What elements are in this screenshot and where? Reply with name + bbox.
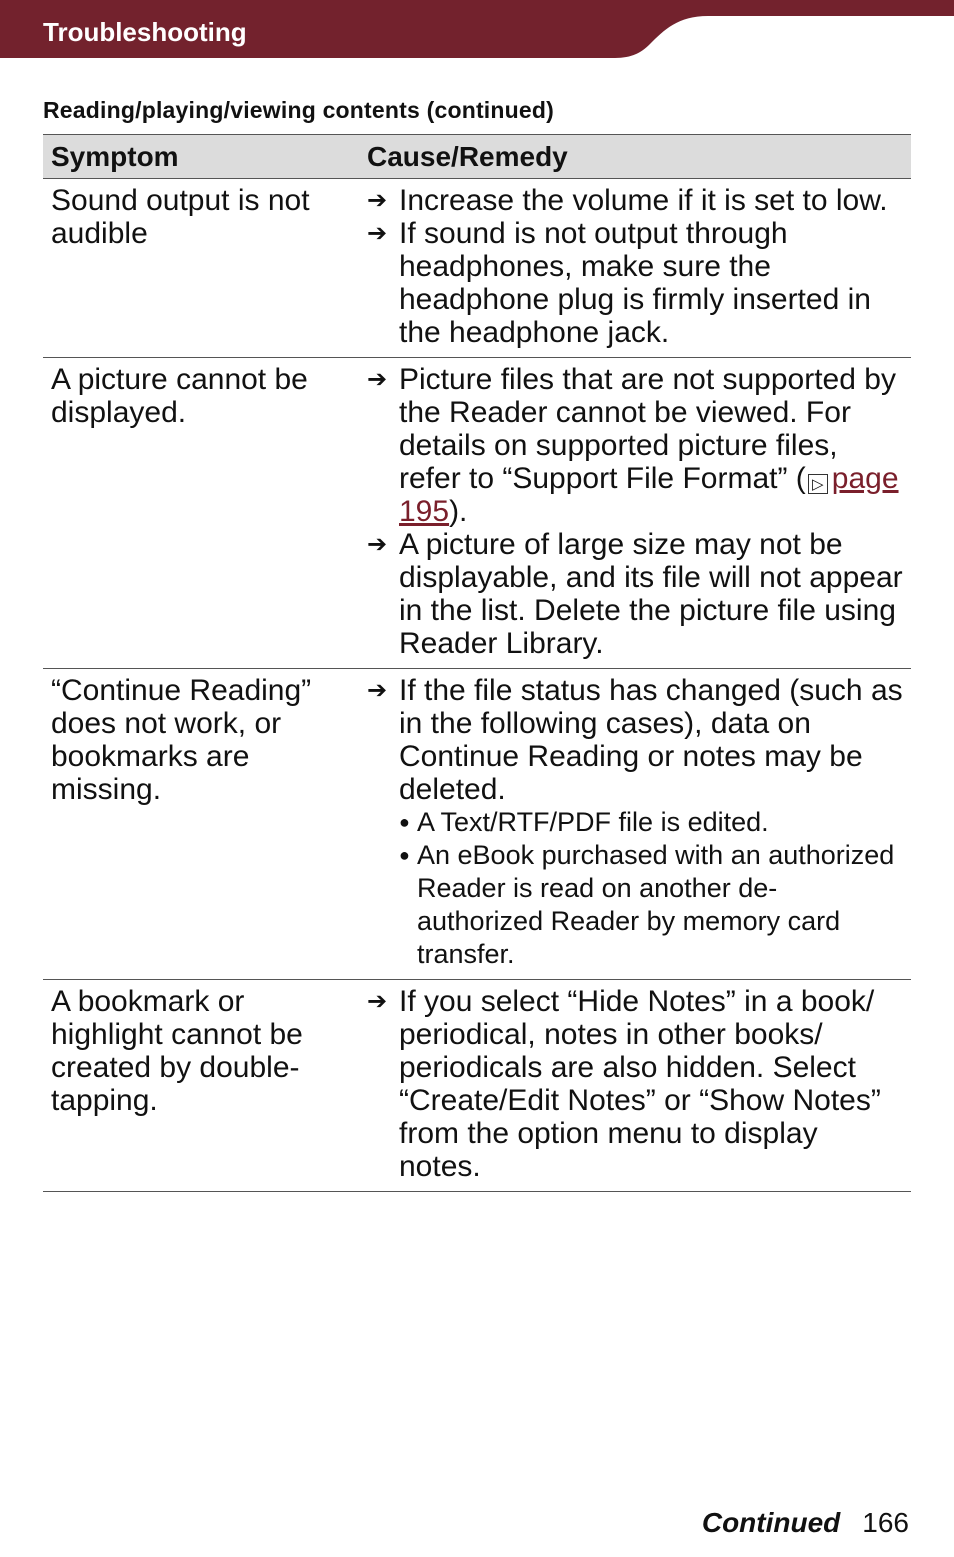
remedy-item <box>367 528 903 660</box>
page-ref-icon: ▷ <box>808 474 828 494</box>
bullet-text: An eBook purchased with an authorized Reader is read on another de-authorized Reader by memory card transfer. <box>417 840 895 969</box>
remedy-cell <box>359 179 911 358</box>
bullet-dot-icon: ● <box>399 812 410 832</box>
remedy-item <box>367 217 903 349</box>
table-row <box>43 358 911 669</box>
remedy-text: Increase the volume if it is set to low. <box>399 184 888 217</box>
remedy-item <box>367 184 903 217</box>
symptom-cell: Sound output is not audible <box>43 179 359 358</box>
remedy-cell <box>359 358 911 669</box>
table-row <box>43 669 911 980</box>
remedy-item <box>367 363 903 528</box>
section-label: Troubleshooting <box>43 17 247 47</box>
remedy-text-after: ). <box>449 495 468 528</box>
table-header-row <box>43 135 911 179</box>
bullet-item <box>399 806 903 839</box>
remedy-list <box>367 363 903 660</box>
remedy-header: Cause/Remedy <box>359 135 911 179</box>
page-number: 166 <box>862 1507 909 1538</box>
arrow-right-icon: ➔ <box>367 366 388 393</box>
symptom-header: Symptom <box>43 135 359 179</box>
header-bar <box>0 0 954 58</box>
arrow-right-icon: ➔ <box>367 531 388 558</box>
troubleshooting-table <box>43 134 911 1192</box>
arrow-right-icon: ➔ <box>367 187 388 214</box>
arrow-right-icon: ➔ <box>367 988 388 1015</box>
bullet-text: A Text/RTF/PDF file is edited. <box>417 807 769 837</box>
remedy-text: A picture of large size may not be displayable, and its file will not appear in the list. Delete the picture file using Reader Library. <box>399 528 903 660</box>
page-footer <box>702 1506 909 1540</box>
remedy-cell <box>359 669 911 980</box>
page-195-link[interactable]: page 195 <box>399 462 899 528</box>
symptom-cell: A bookmark or highlight cannot be created by double-tapping. <box>43 980 359 1192</box>
remedy-text: If sound is not output through headphones, make sure the headphone plug is firmly inserted in the headphone jack. <box>399 217 871 349</box>
continued-label: Continued <box>701 1507 841 1538</box>
symptom-cell: “Continue Reading” does not work, or bookmarks are missing. <box>43 669 359 980</box>
bullet-item <box>399 839 903 971</box>
remedy-list <box>367 674 903 971</box>
remedy-item <box>367 985 903 1183</box>
remedy-list <box>367 985 903 1183</box>
bullet-dot-icon: ● <box>399 845 410 865</box>
arrow-right-icon: ➔ <box>367 677 388 704</box>
symptom-cell: A picture cannot be displayed. <box>43 358 359 669</box>
remedy-list <box>367 184 903 349</box>
table-row <box>43 980 911 1192</box>
bullet-list <box>399 806 903 971</box>
section-title: Reading/playing/viewing contents (continued) <box>43 97 554 123</box>
remedy-text: If you select “Hide Notes” in a book/ periodical, notes in other books/ periodicals are also hidden. Select “Create/Edit Notes” or “Show Notes” from the option menu to display notes. <box>399 985 881 1183</box>
remedy-text: If the file status has changed (such as in the following cases), data on Continue Reading or notes may be deleted. <box>399 674 903 806</box>
table-row <box>43 179 911 358</box>
remedy-cell <box>359 980 911 1192</box>
arrow-right-icon: ➔ <box>367 220 388 247</box>
remedy-item <box>367 674 903 971</box>
remedy-text: Picture files that are not supported by the Reader cannot be viewed. For details on supported picture files, refer to “Support File Format” ( <box>399 363 896 495</box>
